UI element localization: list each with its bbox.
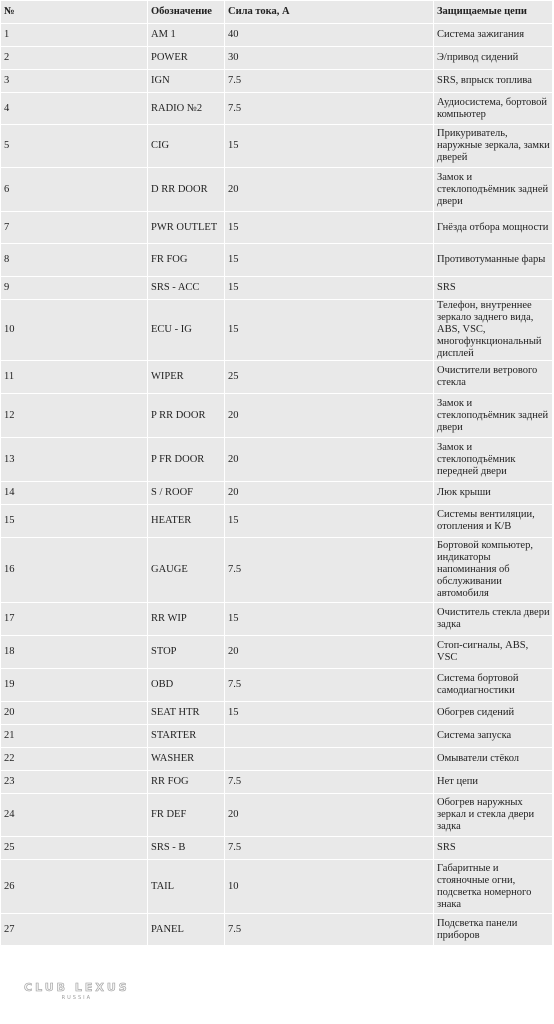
fuse-current: 7.5: [225, 914, 433, 945]
fuse-designation: FR FOG: [148, 244, 224, 276]
fuse-number: 10: [1, 300, 147, 360]
fuse-current: 15: [225, 702, 433, 724]
table-row: [1, 300, 552, 360]
fuse-current: 20: [225, 168, 433, 211]
fuse-designation: RR WIP: [148, 603, 224, 635]
fuse-circuits: Системы вентиляции, отопления и К/В: [434, 505, 552, 537]
fuse-current: 10: [225, 860, 433, 913]
fuse-circuits: Обогрев наружных зеркал и стекла двери задка: [434, 794, 552, 836]
fuse-designation: SRS - ACC: [148, 277, 224, 299]
fuse-number: 2: [1, 47, 147, 69]
fuse-number: 21: [1, 725, 147, 747]
fuse-designation: SRS - B: [148, 837, 224, 859]
table-row: [1, 244, 552, 276]
table-row: [1, 168, 552, 211]
fuse-number: 13: [1, 438, 147, 481]
fuse-number: 19: [1, 669, 147, 701]
fuse-current: 7.5: [225, 771, 433, 793]
fuse-number: 1: [1, 24, 147, 46]
fuse-current: 15: [225, 125, 433, 167]
fuse-designation: GAUGE: [148, 538, 224, 602]
fuse-designation: TAIL: [148, 860, 224, 913]
fuse-number: 24: [1, 794, 147, 836]
fuse-current: 40: [225, 24, 433, 46]
table-row: [1, 212, 552, 243]
table-row: [1, 361, 552, 393]
fuse-designation: S / ROOF: [148, 482, 224, 504]
fuse-circuits: SRS: [434, 277, 552, 299]
fuse-number: 12: [1, 394, 147, 437]
fuse-current: 20: [225, 636, 433, 668]
fuse-designation: HEATER: [148, 505, 224, 537]
fuse-number: 16: [1, 538, 147, 602]
watermark-subtitle: RUSSIA: [61, 995, 93, 1001]
table-row: [1, 24, 552, 46]
fuse-designation: STARTER: [148, 725, 224, 747]
fuse-current: 15: [225, 277, 433, 299]
fuse-circuits: Прикуриватель, наружные зеркала, замки дверей: [434, 125, 552, 167]
fuse-circuits: Обогрев сидений: [434, 702, 552, 724]
fuse-number: 17: [1, 603, 147, 635]
fuse-current: 30: [225, 47, 433, 69]
fuse-current: 20: [225, 394, 433, 437]
table-row: [1, 636, 552, 668]
fuse-number: 23: [1, 771, 147, 793]
table-row: [1, 394, 552, 437]
table-row: [1, 725, 552, 747]
table-row: [1, 837, 552, 859]
fuse-circuits: Подсветка панели приборов: [434, 914, 552, 945]
fuse-number: 6: [1, 168, 147, 211]
fuse-designation: D RR DOOR: [148, 168, 224, 211]
table-row: [1, 70, 552, 92]
fuse-current: [225, 748, 433, 770]
watermark-title: CLUB LEXUS: [24, 981, 130, 994]
table-row: [1, 794, 552, 836]
table-row: [1, 482, 552, 504]
fuse-number: 25: [1, 837, 147, 859]
fuse-number: 9: [1, 277, 147, 299]
fuse-designation: AM 1: [148, 24, 224, 46]
fuse-number: 22: [1, 748, 147, 770]
table-row: [1, 914, 552, 945]
fuse-circuits: Габаритные и стояночные огни, подсветка номерного знака: [434, 860, 552, 913]
fuse-circuits: Аудиосистема, бортовой компьютер: [434, 93, 552, 124]
table-row: [1, 860, 552, 913]
fuse-designation: WIPER: [148, 361, 224, 393]
fuse-designation: WASHER: [148, 748, 224, 770]
fuse-designation: RADIO №2: [148, 93, 224, 124]
fuse-current: 7.5: [225, 837, 433, 859]
fuse-circuits: SRS: [434, 837, 552, 859]
fuse-number: 11: [1, 361, 147, 393]
fuse-circuits: Люк крыши: [434, 482, 552, 504]
table-row: [1, 438, 552, 481]
fuse-designation: RR FOG: [148, 771, 224, 793]
fuse-circuits: Нет цепи: [434, 771, 552, 793]
table-row: [1, 771, 552, 793]
fuse-circuits: Система бортовой самодиагностики: [434, 669, 552, 701]
fuse-current: 7.5: [225, 70, 433, 92]
table-row: [1, 702, 552, 724]
fuse-current: 15: [225, 212, 433, 243]
fuse-circuits: Противотуманные фары: [434, 244, 552, 276]
fuse-circuits: Телефон, внутреннее зеркало заднего вида, ABS, VSC, многофункциональный дисплей: [434, 300, 552, 360]
table-row: [1, 669, 552, 701]
fuse-designation: PANEL: [148, 914, 224, 945]
table-row: [1, 47, 552, 69]
fuse-current: 15: [225, 603, 433, 635]
fuse-current: 20: [225, 482, 433, 504]
fuse-number: 27: [1, 914, 147, 945]
fuse-current: 7.5: [225, 669, 433, 701]
table-row: [1, 538, 552, 602]
fuse-designation: SEAT HTR: [148, 702, 224, 724]
fuse-designation: FR DEF: [148, 794, 224, 836]
header-designation: Обозначение: [148, 1, 224, 23]
header-current: Сила тока, А: [225, 1, 433, 23]
header-row: [1, 1, 552, 23]
fuse-circuits: Замок и стеклоподъёмник задней двери: [434, 394, 552, 437]
fuse-number: 3: [1, 70, 147, 92]
fuse-circuits: Замок и стеклоподъёмник задней двери: [434, 168, 552, 211]
fuse-current: 25: [225, 361, 433, 393]
table-row: [1, 125, 552, 167]
fuse-current: 20: [225, 794, 433, 836]
header-number: №: [1, 1, 147, 23]
fuse-circuits: Система зажигания: [434, 24, 552, 46]
table-row: [1, 603, 552, 635]
table-row: [1, 93, 552, 124]
fuse-circuits: Система запуска: [434, 725, 552, 747]
fuse-circuits: SRS, впрыск топлива: [434, 70, 552, 92]
watermark-logo: [24, 981, 130, 1001]
fuse-current: [225, 725, 433, 747]
fuse-designation: P FR DOOR: [148, 438, 224, 481]
fuse-number: 7: [1, 212, 147, 243]
fuse-number: 15: [1, 505, 147, 537]
fuse-current: 15: [225, 244, 433, 276]
fuse-designation: CIG: [148, 125, 224, 167]
fuse-circuits: Стоп-сигналы, ABS, VSC: [434, 636, 552, 668]
fuse-circuits: Бортовой компьютер, индикаторы напоминания об обслуживании автомобиля: [434, 538, 552, 602]
fuse-designation: PWR OUTLET: [148, 212, 224, 243]
fuse-designation: P RR DOOR: [148, 394, 224, 437]
fuse-designation: OBD: [148, 669, 224, 701]
fuse-circuits: Омыватели стёкол: [434, 748, 552, 770]
fuse-circuits: Очиститель стекла двери задка: [434, 603, 552, 635]
fuse-current: 7.5: [225, 538, 433, 602]
fuse-number: 26: [1, 860, 147, 913]
fuse-number: 14: [1, 482, 147, 504]
fuse-designation: POWER: [148, 47, 224, 69]
fuse-number: 18: [1, 636, 147, 668]
fuse-designation: IGN: [148, 70, 224, 92]
fuse-number: 4: [1, 93, 147, 124]
fuse-current: 15: [225, 505, 433, 537]
table-row: [1, 505, 552, 537]
fuse-current: 7.5: [225, 93, 433, 124]
table-row: [1, 748, 552, 770]
fuse-circuits: Э/привод сидений: [434, 47, 552, 69]
fuse-current: 15: [225, 300, 433, 360]
fuse-designation: STOP: [148, 636, 224, 668]
fuse-number: 20: [1, 702, 147, 724]
fuse-circuits: Очистители ветрового стекла: [434, 361, 552, 393]
fuse-circuits: Замок и стеклоподъёмник передней двери: [434, 438, 552, 481]
fuse-designation: ECU - IG: [148, 300, 224, 360]
table-row: [1, 277, 552, 299]
fuse-current: 20: [225, 438, 433, 481]
fuse-number: 5: [1, 125, 147, 167]
fuse-number: 8: [1, 244, 147, 276]
fuse-circuits: Гнёзда отбора мощности: [434, 212, 552, 243]
header-circuits: Защищаемые цепи: [434, 1, 552, 23]
